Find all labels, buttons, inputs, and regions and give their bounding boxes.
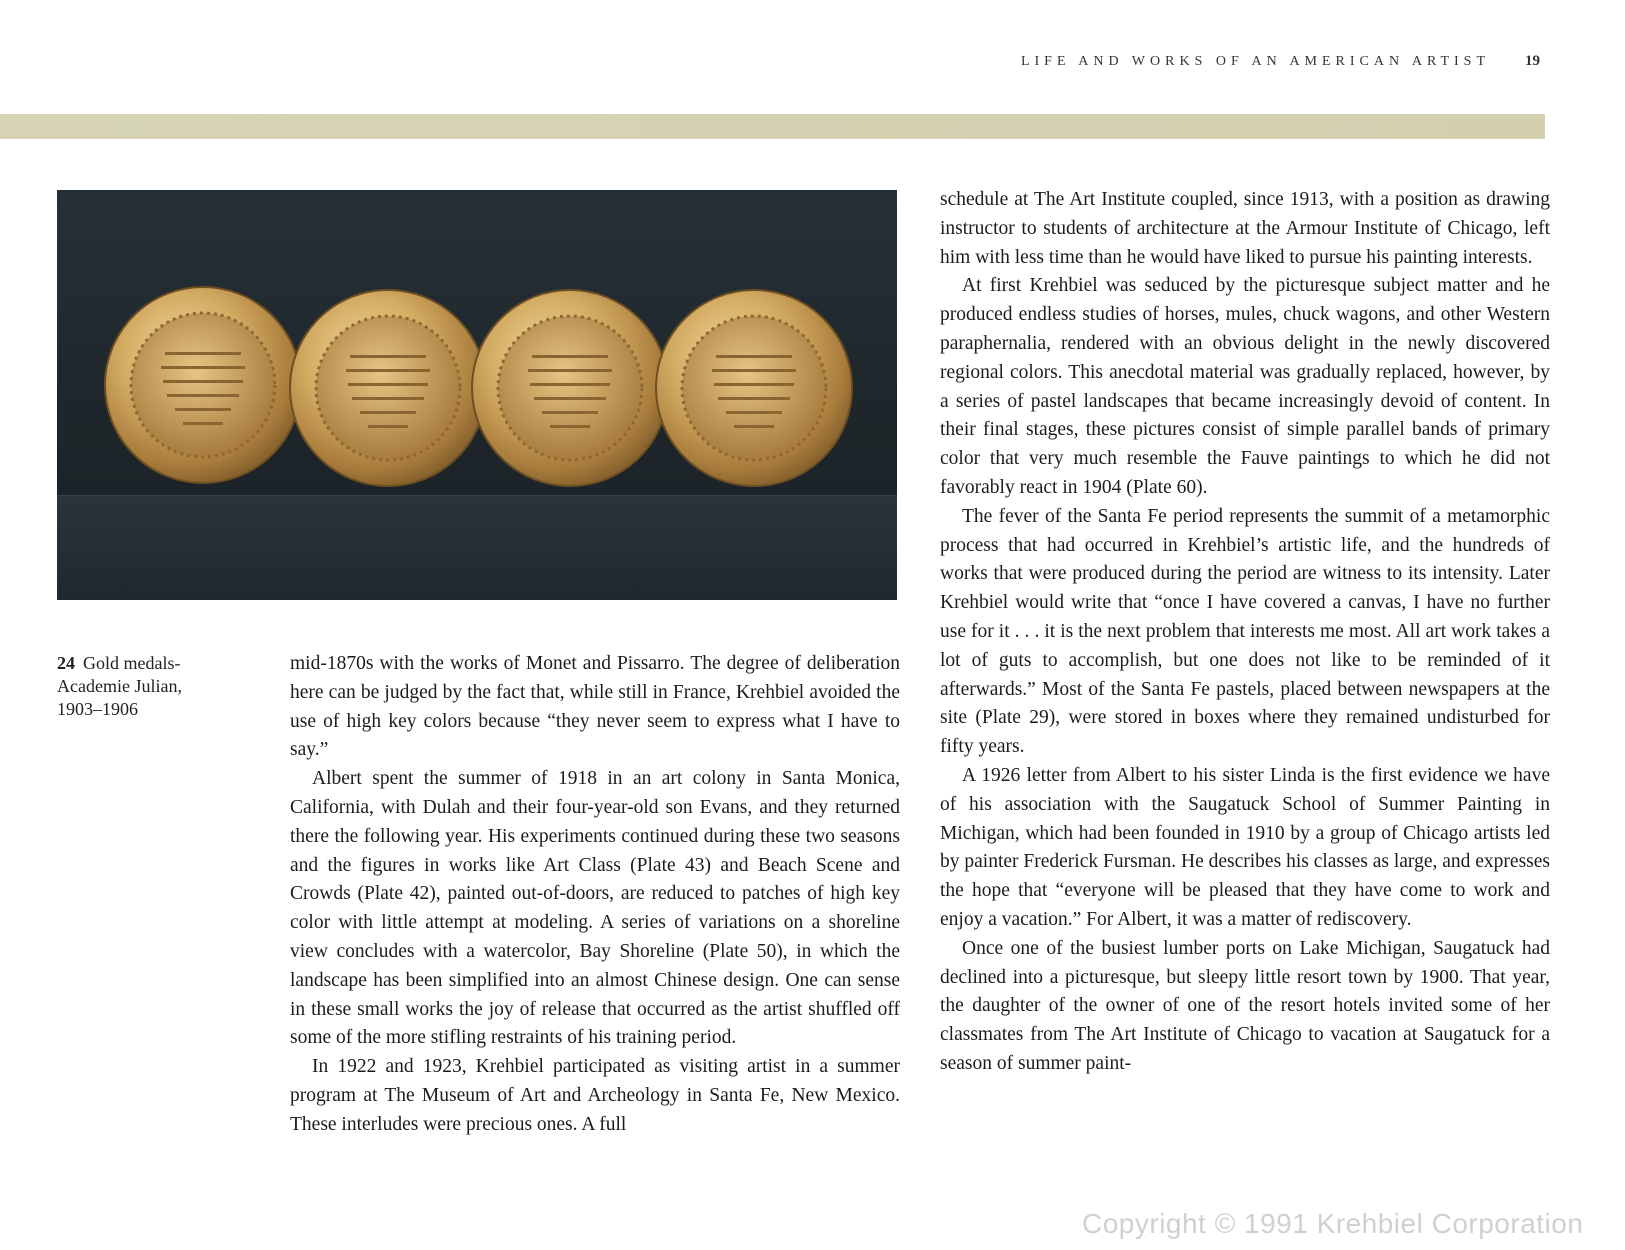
gold-medals-image <box>57 190 897 600</box>
medal-2 <box>290 290 486 486</box>
caption-line-2: Academie Julian, <box>57 676 182 696</box>
right-paragraph-2: At first Krehbiel was seduced by the picturesque subject matter and he produced endless studies of horses, mules, chuck wagons, and other Western paraphernalia, rendered with an obvious delight in the newly discovered regional colors. This anecdotal material was gradually replaced, however, by a series of pastel landscapes that became increasingly devoid of content. In their final stages, these pictures consist of simple parallel bands of primary color that very much resemble the Fauve paintings to which he did not favorably react in 1904 (Plate 60). <box>940 275 1550 498</box>
left-text-column <box>290 650 900 1140</box>
left-paragraph-2: Albert spent the summer of 1918 in an art colony in Santa Monica, California, with Dulah and their four-year-old son Evans, and they returned there the following year. His experiments continued during these two seasons and the figures in works like Art Class (Plate 43) and Beach Scene and Crowds (Plate 42), painted out-of-doors, are reduced to patches of high key color with little attempt at modeling. A series of variations on a shoreline view concludes with a watercolor, Bay Shoreline (Plate 50), in which the landscape has been simplified into an almost Chinese design. One can sense in these small works the joy of release that occurred as the artist shuffled off some of the more stifling restraints of his training period. <box>290 768 900 1049</box>
left-paragraph-1: mid-1870s with the works of Monet and Pissarro. The degree of deliberation here can be judged by the fact that, while still in France, Krehbiel avoided the use of high key colors because “they never seem to express what I have to say.” <box>290 653 900 761</box>
figure-number: 24 <box>57 653 75 673</box>
header-rule-band <box>0 114 1545 139</box>
medal-4 <box>656 290 852 486</box>
figure-caption <box>57 652 257 721</box>
medals-photograph <box>57 190 897 600</box>
right-paragraph-3: The fever of the Santa Fe period represents the summit of a metamorphic process that had occurred in Krehbiel’s artistic life, and the hundreds of works that were produced during the period are witness to its intensity. Later Krehbiel would write that “once I have covered a canvas, I have no further use for it . . . it is the next problem that interests me most. All art work takes a lot of guts to accomplish, but one does not like to be reminded of it afterwards.” Most of the Santa Fe pastels, placed between newspapers at the site (Plate 29), were stored in boxes where they remained undisturbed for fifty years. <box>940 505 1550 758</box>
right-paragraph-1: schedule at The Art Institute coupled, since 1913, with a position as drawing instructor to students of architecture at the Armour Institute of Chicago, left him with less time than he would have liked to pursue his painting interests. <box>940 189 1550 268</box>
right-paragraph-4: A 1926 letter from Albert to his sister Linda is the first evidence we have of his association with the Saugatuck School of Summer Painting in Michigan, which had been founded in 1910 by a group of Chicago artists led by painter Frederick Fursman. He describes his classes as large, and expresses the hope that “everyone will be pleased that they have come to work and enjoy a vacation.” For Albert, it was a matter of rediscovery. <box>940 764 1550 930</box>
page-number: 19 <box>1525 53 1540 69</box>
caption-line-1: Gold medals- <box>83 653 181 673</box>
caption-line-3: 1903–1906 <box>57 699 138 719</box>
running-head-title: LIFE AND WORKS OF AN AMERICAN ARTIST <box>1020 54 1490 69</box>
medal-3 <box>472 290 668 486</box>
medal-1 <box>105 287 301 483</box>
left-paragraph-3: In 1922 and 1923, Krehbiel participated as visiting artist in a summer program at The Museum of Art and Archeology in Santa Fe, New Mexico. These interludes were precious ones. A full <box>290 1056 900 1135</box>
right-paragraph-5: Once one of the busiest lumber ports on Lake Michigan, Saugatuck had declined into a picturesque, but sleepy little resort town by 1900. That year, the daughter of the owner of one of the resort hotels invited some of her classmates from The Art Institute of Chicago to vacation at Saugatuck for a season of summer paint- <box>940 937 1550 1074</box>
right-text-column <box>940 186 1550 1079</box>
copyright-watermark: Copyright © 1991 Krehbiel Corporation <box>1082 1208 1584 1239</box>
